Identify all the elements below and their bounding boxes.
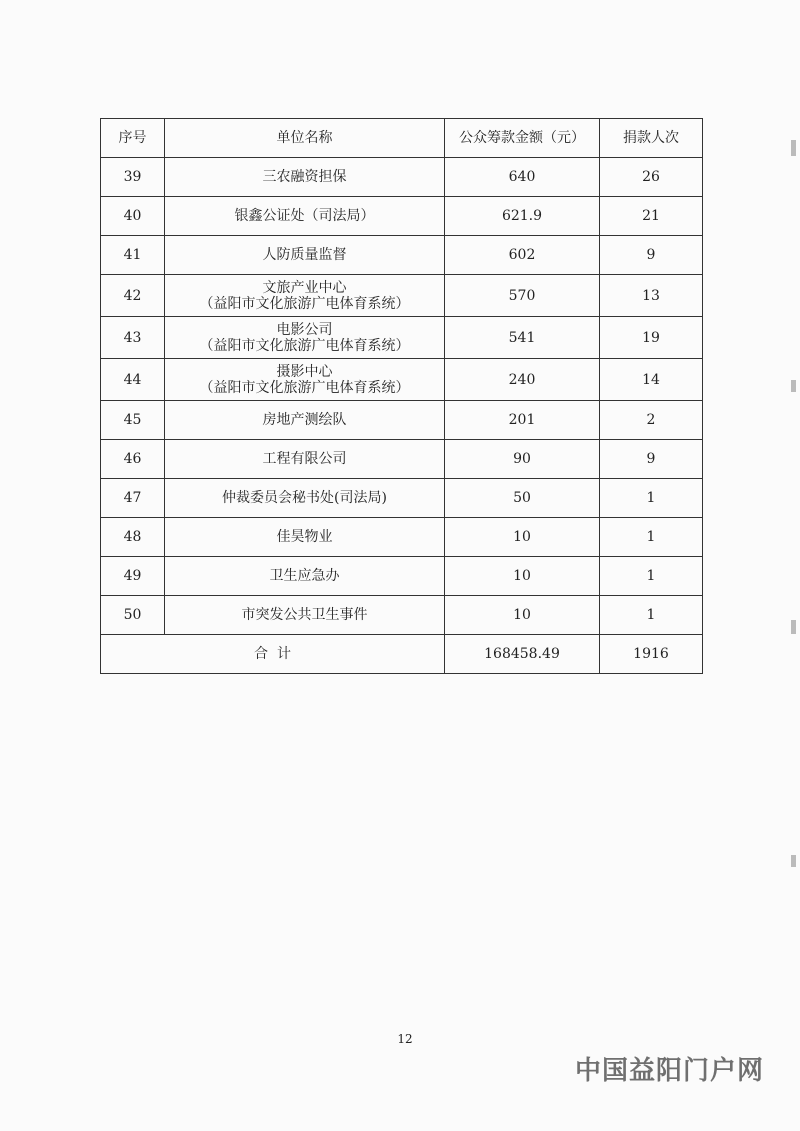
cell-amount: 621.9 xyxy=(445,197,600,236)
cell-donor-count: 19 xyxy=(600,317,703,359)
header-donor-count: 捐款人次 xyxy=(600,119,703,158)
table-row xyxy=(101,479,703,518)
table-row xyxy=(101,275,703,317)
cell-unit-name xyxy=(165,317,445,359)
cell-donor-count: 2 xyxy=(600,401,703,440)
unit-name-line: 佳昊物业 xyxy=(276,529,333,545)
cell-donor-count: 26 xyxy=(600,158,703,197)
unit-name-line: 工程有限公司 xyxy=(262,451,347,467)
table-row xyxy=(101,440,703,479)
unit-name-line: 仲裁委员会秘书处(司法局) xyxy=(222,490,387,506)
unit-name-line: 市突发公共卫生事件 xyxy=(241,607,368,623)
total-count: 1916 xyxy=(600,635,703,674)
unit-name-line: 三农融资担保 xyxy=(262,169,347,185)
unit-name-line: 文旅产业中心 xyxy=(262,279,347,296)
cell-serial: 41 xyxy=(101,236,165,275)
unit-system-line: （益阳市文化旅游广电体育系统） xyxy=(199,337,410,354)
cell-unit-name xyxy=(165,197,445,236)
cell-serial: 49 xyxy=(101,557,165,596)
table-body xyxy=(101,158,703,635)
cell-amount: 90 xyxy=(445,440,600,479)
cell-unit-name xyxy=(165,518,445,557)
cell-serial: 45 xyxy=(101,401,165,440)
cell-serial: 42 xyxy=(101,275,165,317)
total-amount: 168458.49 xyxy=(445,635,600,674)
cell-unit-name xyxy=(165,401,445,440)
cell-serial: 39 xyxy=(101,158,165,197)
unit-name-line: 摄影中心 xyxy=(276,363,333,380)
header-unit-name: 单位名称 xyxy=(165,119,445,158)
cell-amount: 10 xyxy=(445,596,600,635)
table-row xyxy=(101,557,703,596)
table-row xyxy=(101,596,703,635)
cell-donor-count: 13 xyxy=(600,275,703,317)
cell-amount: 10 xyxy=(445,557,600,596)
cell-amount: 570 xyxy=(445,275,600,317)
unit-name-line: 房地产测绘队 xyxy=(262,412,347,428)
cell-unit-name xyxy=(165,236,445,275)
unit-name-line: 银鑫公证处（司法局） xyxy=(234,208,375,224)
table-row xyxy=(101,236,703,275)
cell-amount: 50 xyxy=(445,479,600,518)
cell-donor-count: 14 xyxy=(600,359,703,401)
cell-serial: 40 xyxy=(101,197,165,236)
cell-unit-name xyxy=(165,596,445,635)
donation-table xyxy=(100,118,703,674)
header-amount: 公众筹款金额（元） xyxy=(445,119,600,158)
cell-serial: 43 xyxy=(101,317,165,359)
cell-serial: 50 xyxy=(101,596,165,635)
table-row xyxy=(101,197,703,236)
scan-artifact xyxy=(791,620,796,634)
unit-name-line: 人防质量监督 xyxy=(262,247,347,263)
cell-amount: 602 xyxy=(445,236,600,275)
cell-unit-name xyxy=(165,275,445,317)
cell-unit-name xyxy=(165,359,445,401)
table-header-row xyxy=(101,119,703,158)
unit-name-line: 卫生应急办 xyxy=(269,568,340,584)
total-label: 合 计 xyxy=(101,635,445,674)
cell-serial: 44 xyxy=(101,359,165,401)
page-number: 12 xyxy=(397,1032,413,1046)
cell-unit-name xyxy=(165,557,445,596)
cell-amount: 541 xyxy=(445,317,600,359)
cell-amount: 640 xyxy=(445,158,600,197)
cell-donor-count: 1 xyxy=(600,518,703,557)
cell-donor-count: 21 xyxy=(600,197,703,236)
cell-donor-count: 1 xyxy=(600,479,703,518)
cell-unit-name xyxy=(165,440,445,479)
header-serial: 序号 xyxy=(101,119,165,158)
cell-unit-name xyxy=(165,158,445,197)
total-row xyxy=(101,635,703,674)
unit-name-line: 电影公司 xyxy=(276,321,333,338)
cell-donor-count: 9 xyxy=(600,440,703,479)
table-row xyxy=(101,317,703,359)
cell-amount: 240 xyxy=(445,359,600,401)
cell-amount: 201 xyxy=(445,401,600,440)
table-row xyxy=(101,401,703,440)
cell-unit-name xyxy=(165,479,445,518)
table-row xyxy=(101,359,703,401)
cell-amount: 10 xyxy=(445,518,600,557)
scan-artifact xyxy=(791,380,796,392)
cell-donor-count: 1 xyxy=(600,557,703,596)
cell-serial: 46 xyxy=(101,440,165,479)
site-watermark: 中国益阳门户网 xyxy=(574,1056,764,1086)
scan-artifact xyxy=(791,140,796,156)
cell-donor-count: 1 xyxy=(600,596,703,635)
table-row xyxy=(101,518,703,557)
unit-system-line: （益阳市文化旅游广电体育系统） xyxy=(199,295,410,312)
scan-artifact xyxy=(791,855,796,867)
unit-system-line: （益阳市文化旅游广电体育系统） xyxy=(199,379,410,396)
cell-donor-count: 9 xyxy=(600,236,703,275)
table-row xyxy=(101,158,703,197)
cell-serial: 48 xyxy=(101,518,165,557)
cell-serial: 47 xyxy=(101,479,165,518)
